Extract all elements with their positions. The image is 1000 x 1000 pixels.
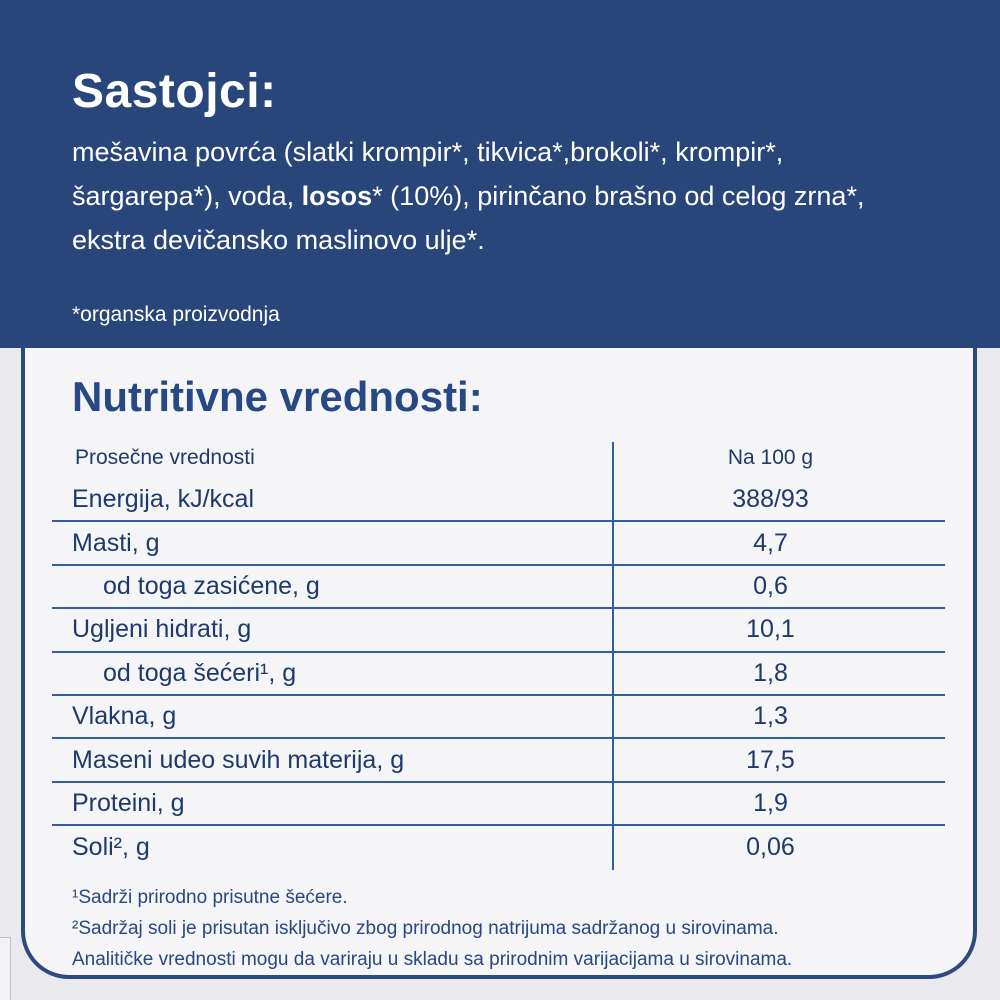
table-row-fat xyxy=(52,522,945,565)
row-label: Ugljeni hidrati, g xyxy=(72,615,252,644)
organic-production-note: *organska proizvodnja xyxy=(72,303,280,326)
row-value: 1,8 xyxy=(753,658,788,687)
column-divider-line xyxy=(612,442,614,870)
ingredients-line-1: mešavina povrća (slatki krompir*, tikvica*,brokoli*, krompir*, xyxy=(72,137,784,167)
row-label: Vlakna, g xyxy=(72,702,177,731)
ingredients-text xyxy=(72,130,864,262)
row-label: Masti, g xyxy=(72,528,160,557)
row-value: 0,6 xyxy=(753,571,788,600)
row-value: 1,3 xyxy=(753,702,788,731)
footnote-sugars: ¹Sadrži prirodno prisutne šećere. xyxy=(72,887,348,908)
ingredients-line-3: ekstra devičansko maslinovo ulje*. xyxy=(72,225,485,255)
row-label: Energija, kJ/kcal xyxy=(72,485,255,514)
table-row-fiber xyxy=(52,696,945,739)
ingredients-line-2: šargarepa*), voda, losos* (10%), pirinčano brašno od celog zrna*, xyxy=(72,181,865,211)
header-per-100g: Na 100 g xyxy=(727,446,814,469)
row-label: Maseni udeo suvih materija, g xyxy=(72,745,405,774)
table-row-dry-matter xyxy=(52,739,945,782)
nutrition-title: Nutritivne vrednosti: xyxy=(72,373,483,420)
table-row-saturated-fat xyxy=(52,566,945,609)
table-row-salt xyxy=(52,826,945,869)
row-label: od toga zasićene, g xyxy=(103,571,320,600)
footnote-salt: ²Sadržaj soli je prisutan isključivo zbog prirodnog natrijuma sadržanog u sirovinama. xyxy=(72,918,779,939)
row-value: 17,5 xyxy=(746,745,795,774)
ingredients-banner xyxy=(0,0,1000,348)
footnote-analytical: Analitičke vrednosti mogu da variraju u skladu sa prirodnim varijacijama u sirovinama. xyxy=(72,949,793,970)
ingredients-title: Sastojci: xyxy=(72,65,277,118)
row-value: 0,06 xyxy=(746,833,795,862)
header-average-values: Prosečne vrednosti xyxy=(75,446,255,469)
ingredient-losos-bold: losos xyxy=(301,181,373,211)
table-row-sugars xyxy=(52,653,945,696)
row-label: Soli², g xyxy=(72,833,150,862)
row-label: od toga šećeri¹, g xyxy=(103,658,297,687)
table-header-row xyxy=(52,437,945,479)
table-row-carbohydrates xyxy=(52,609,945,652)
row-value: 4,7 xyxy=(753,528,788,557)
row-label: Proteini, g xyxy=(72,788,185,817)
edge-fragment-box xyxy=(0,937,11,1000)
table-row-energy xyxy=(52,479,945,522)
nutrition-table xyxy=(52,437,945,870)
row-value: 1,9 xyxy=(753,788,788,817)
footnotes xyxy=(72,882,792,975)
row-value: 10,1 xyxy=(746,615,795,644)
row-value: 388/93 xyxy=(732,485,809,514)
table-row-protein xyxy=(52,783,945,826)
